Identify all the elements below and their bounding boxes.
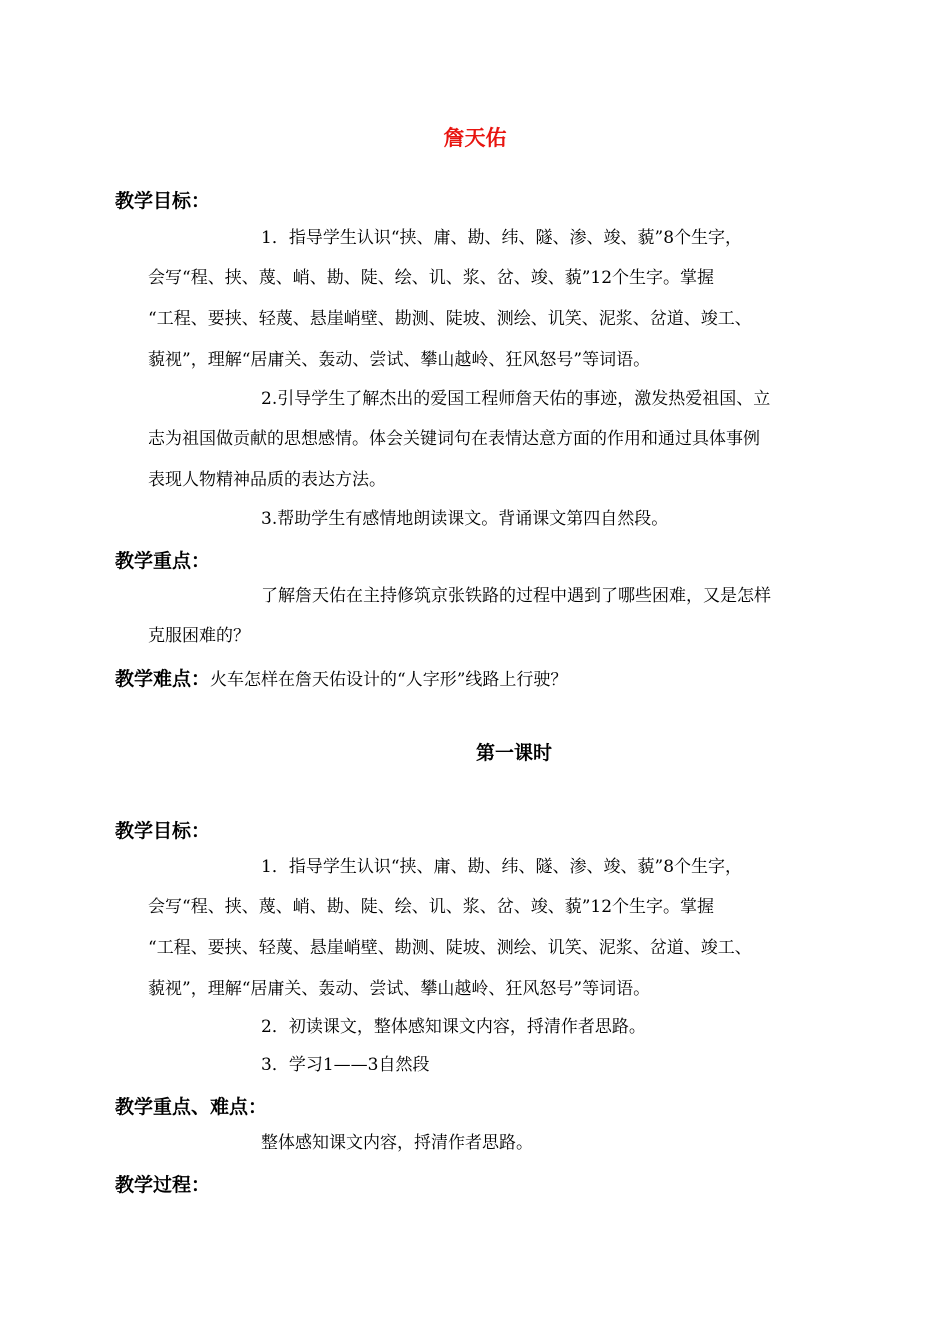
keypoint-heading: 教学重点： bbox=[115, 550, 211, 572]
difficulty-row bbox=[115, 664, 567, 691]
difficulty-heading: 教学难点： bbox=[115, 668, 211, 690]
lesson1-objective-1-line-1: 1．指导学生认识“挟、庸、勘、纬、隧、渗、竣、藐”8个生字， bbox=[261, 857, 743, 877]
objective-1-line-4: 藐视”，理解“居庸关、轰动、尝试、攀山越岭、狂风怒号”等词语。 bbox=[148, 350, 651, 370]
lesson1-objective-3: 3．学习1——3自然段 bbox=[261, 1055, 430, 1075]
lesson1-keypoints-heading: 教学重点、难点： bbox=[115, 1096, 268, 1118]
objective-2-line-3: 表现人物精神品质的表达方法。 bbox=[148, 470, 386, 490]
objective-2-line-2: 志为祖国做贡献的思想感情。体会关键词句在表情达意方面的作用和通过具体事例 bbox=[148, 429, 760, 449]
lesson1-objective-1-line-3: “工程、要挟、轻蔑、悬崖峭壁、勘测、陡坡、测绘、讥笑、泥浆、岔道、竣工、 bbox=[148, 938, 752, 958]
lesson1-objective-1-line-2: 会写“程、挟、蔑、峭、勘、陡、绘、讥、浆、岔、竣、藐”12个生字。掌握 bbox=[148, 897, 715, 917]
document-title: 詹天佑 bbox=[443, 126, 507, 150]
lesson1-objective-2: 2．初读课文，整体感知课文内容，捋清作者思路。 bbox=[261, 1017, 646, 1037]
lesson1-objective-1-line-4: 藐视”，理解“居庸关、轰动、尝试、攀山越岭、狂风怒号”等词语。 bbox=[148, 979, 651, 999]
objective-1-line-1: 1．指导学生认识“挟、庸、勘、纬、隧、渗、竣、藐”8个生字， bbox=[261, 228, 743, 248]
difficulty-text: 火车怎样在詹天佑设计的“人字形”线路上行驶？ bbox=[210, 670, 568, 690]
objective-2-line-1: 2.引导学生了解杰出的爱国工程师詹天佑的事迹，激发热爱祖国、立 bbox=[261, 389, 771, 409]
lesson1-objectives-heading: 教学目标： bbox=[115, 820, 211, 842]
objectives-heading: 教学目标： bbox=[115, 190, 211, 212]
objective-3: 3.帮助学生有感情地朗读课文。背诵课文第四自然段。 bbox=[261, 509, 669, 529]
objective-1-line-3: “工程、要挟、轻蔑、悬崖峭壁、勘测、陡坡、测绘、讥笑、泥浆、岔道、竣工、 bbox=[148, 309, 752, 329]
lesson1-process-heading: 教学过程： bbox=[115, 1174, 211, 1196]
keypoint-line-1: 了解詹天佑在主持修筑京张铁路的过程中遇到了哪些困难，又是怎样 bbox=[261, 586, 771, 606]
objective-1-line-2: 会写“程、挟、蔑、峭、勘、陡、绘、讥、浆、岔、竣、藐”12个生字。掌握 bbox=[148, 268, 715, 288]
lesson1-title: 第一课时 bbox=[475, 742, 552, 764]
lesson1-keypoints: 整体感知课文内容，捋清作者思路。 bbox=[261, 1133, 533, 1153]
keypoint-line-2: 克服困难的？ bbox=[148, 626, 250, 646]
